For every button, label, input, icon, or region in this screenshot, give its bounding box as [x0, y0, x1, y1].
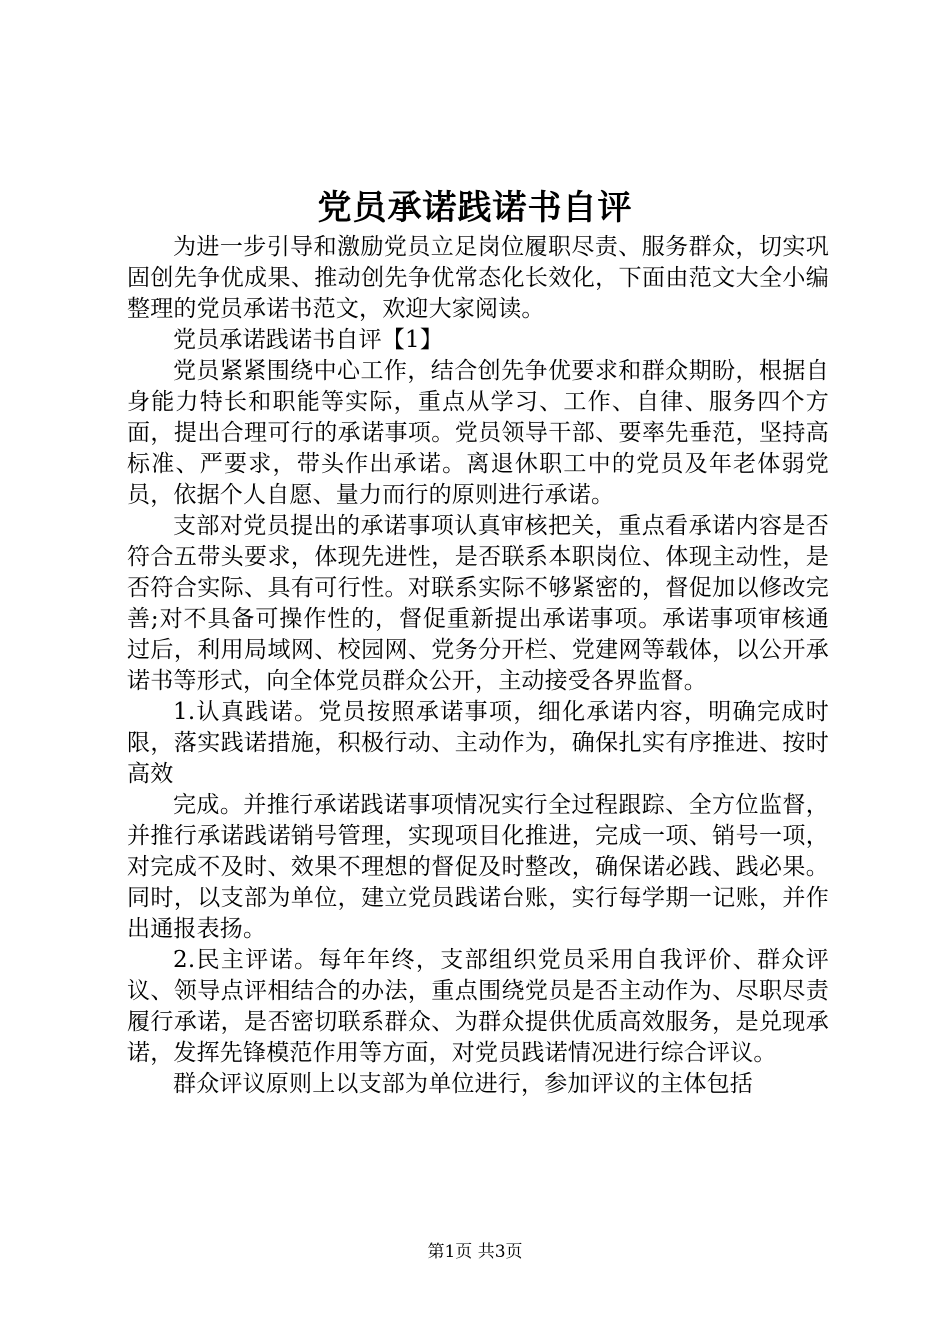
paragraph: 完成。并推行承诺践诺事项情况实行全过程跟踪、全方位监督，并推行承诺践诺销号管理，实现项目化推进，完成一项、销号一项，对完成不及时、效果不理想的督促及时整改，确保诺必践、践必果。同时，以支部为单位，建立党员践诺台账，实行每学期一记账，并作出通报表扬。: [127, 792, 829, 942]
paragraph-item-2: 2.民主评诺。每年年终，支部组织党员采用自我评价、群众评议、领导点评相结合的办法，重点围绕党员是否主动作为、尽职尽责履行承诺，是否密切联系群众、为群众提供优质高效服务，是兑现承诺，发挥先锋模范作用等方面，对党员践诺情况进行综合评议。: [127, 947, 829, 1066]
paragraph: 群众评议原则上以支部为单位进行，参加评议的主体包括: [173, 1071, 753, 1097]
section-heading: 党员承诺践诺书自评【1】: [173, 327, 444, 353]
paragraph: 党员紧紧围绕中心工作，结合创先争优要求和群众期盼，根据自身能力特长和职能等实际，重点从学习、工作、自律、服务四个方面，提出合理可行的承诺事项。党员领导干部、要率先垂范，坚持高标准、严要求，带头作出承诺。离退休职工中的党员及年老体弱党员，依据个人自愿、量力而行的原则进行承诺。: [127, 358, 829, 508]
page-number-footer: 第1页 共3页: [427, 1242, 523, 1262]
paragraph: 支部对党员提出的承诺事项认真审核把关，重点看承诺内容是否符合五带头要求，体现先进性，是否联系本职岗位、体现主动性，是否符合实际、具有可行性。对联系实际不够紧密的，督促加以修改完善;对不具备可操作性的，督促重新提出承诺事项。承诺事项审核通过后，利用局域网、校园网、党务分开栏、党建网等载体，以公开承诺书等形式，向全体党员群众公开，主动接受各界监督。: [127, 513, 829, 694]
paragraph-intro: 为进一步引导和激励党员立足岗位履职尽责、服务群众，切实巩固创先争优成果、推动创先争优常态化长效化，下面由范文大全小编整理的党员承诺书范文，欢迎大家阅读。: [127, 234, 829, 322]
paragraph-item-1: 1.认真践诺。党员按照承诺事项，细化承诺内容，明确完成时限，落实践诺措施，积极行动、主动作为，确保扎实有序推进、按时高效: [127, 699, 829, 787]
document-body: [127, 232, 829, 1100]
document-title: 党员承诺践诺书自评: [317, 188, 633, 228]
